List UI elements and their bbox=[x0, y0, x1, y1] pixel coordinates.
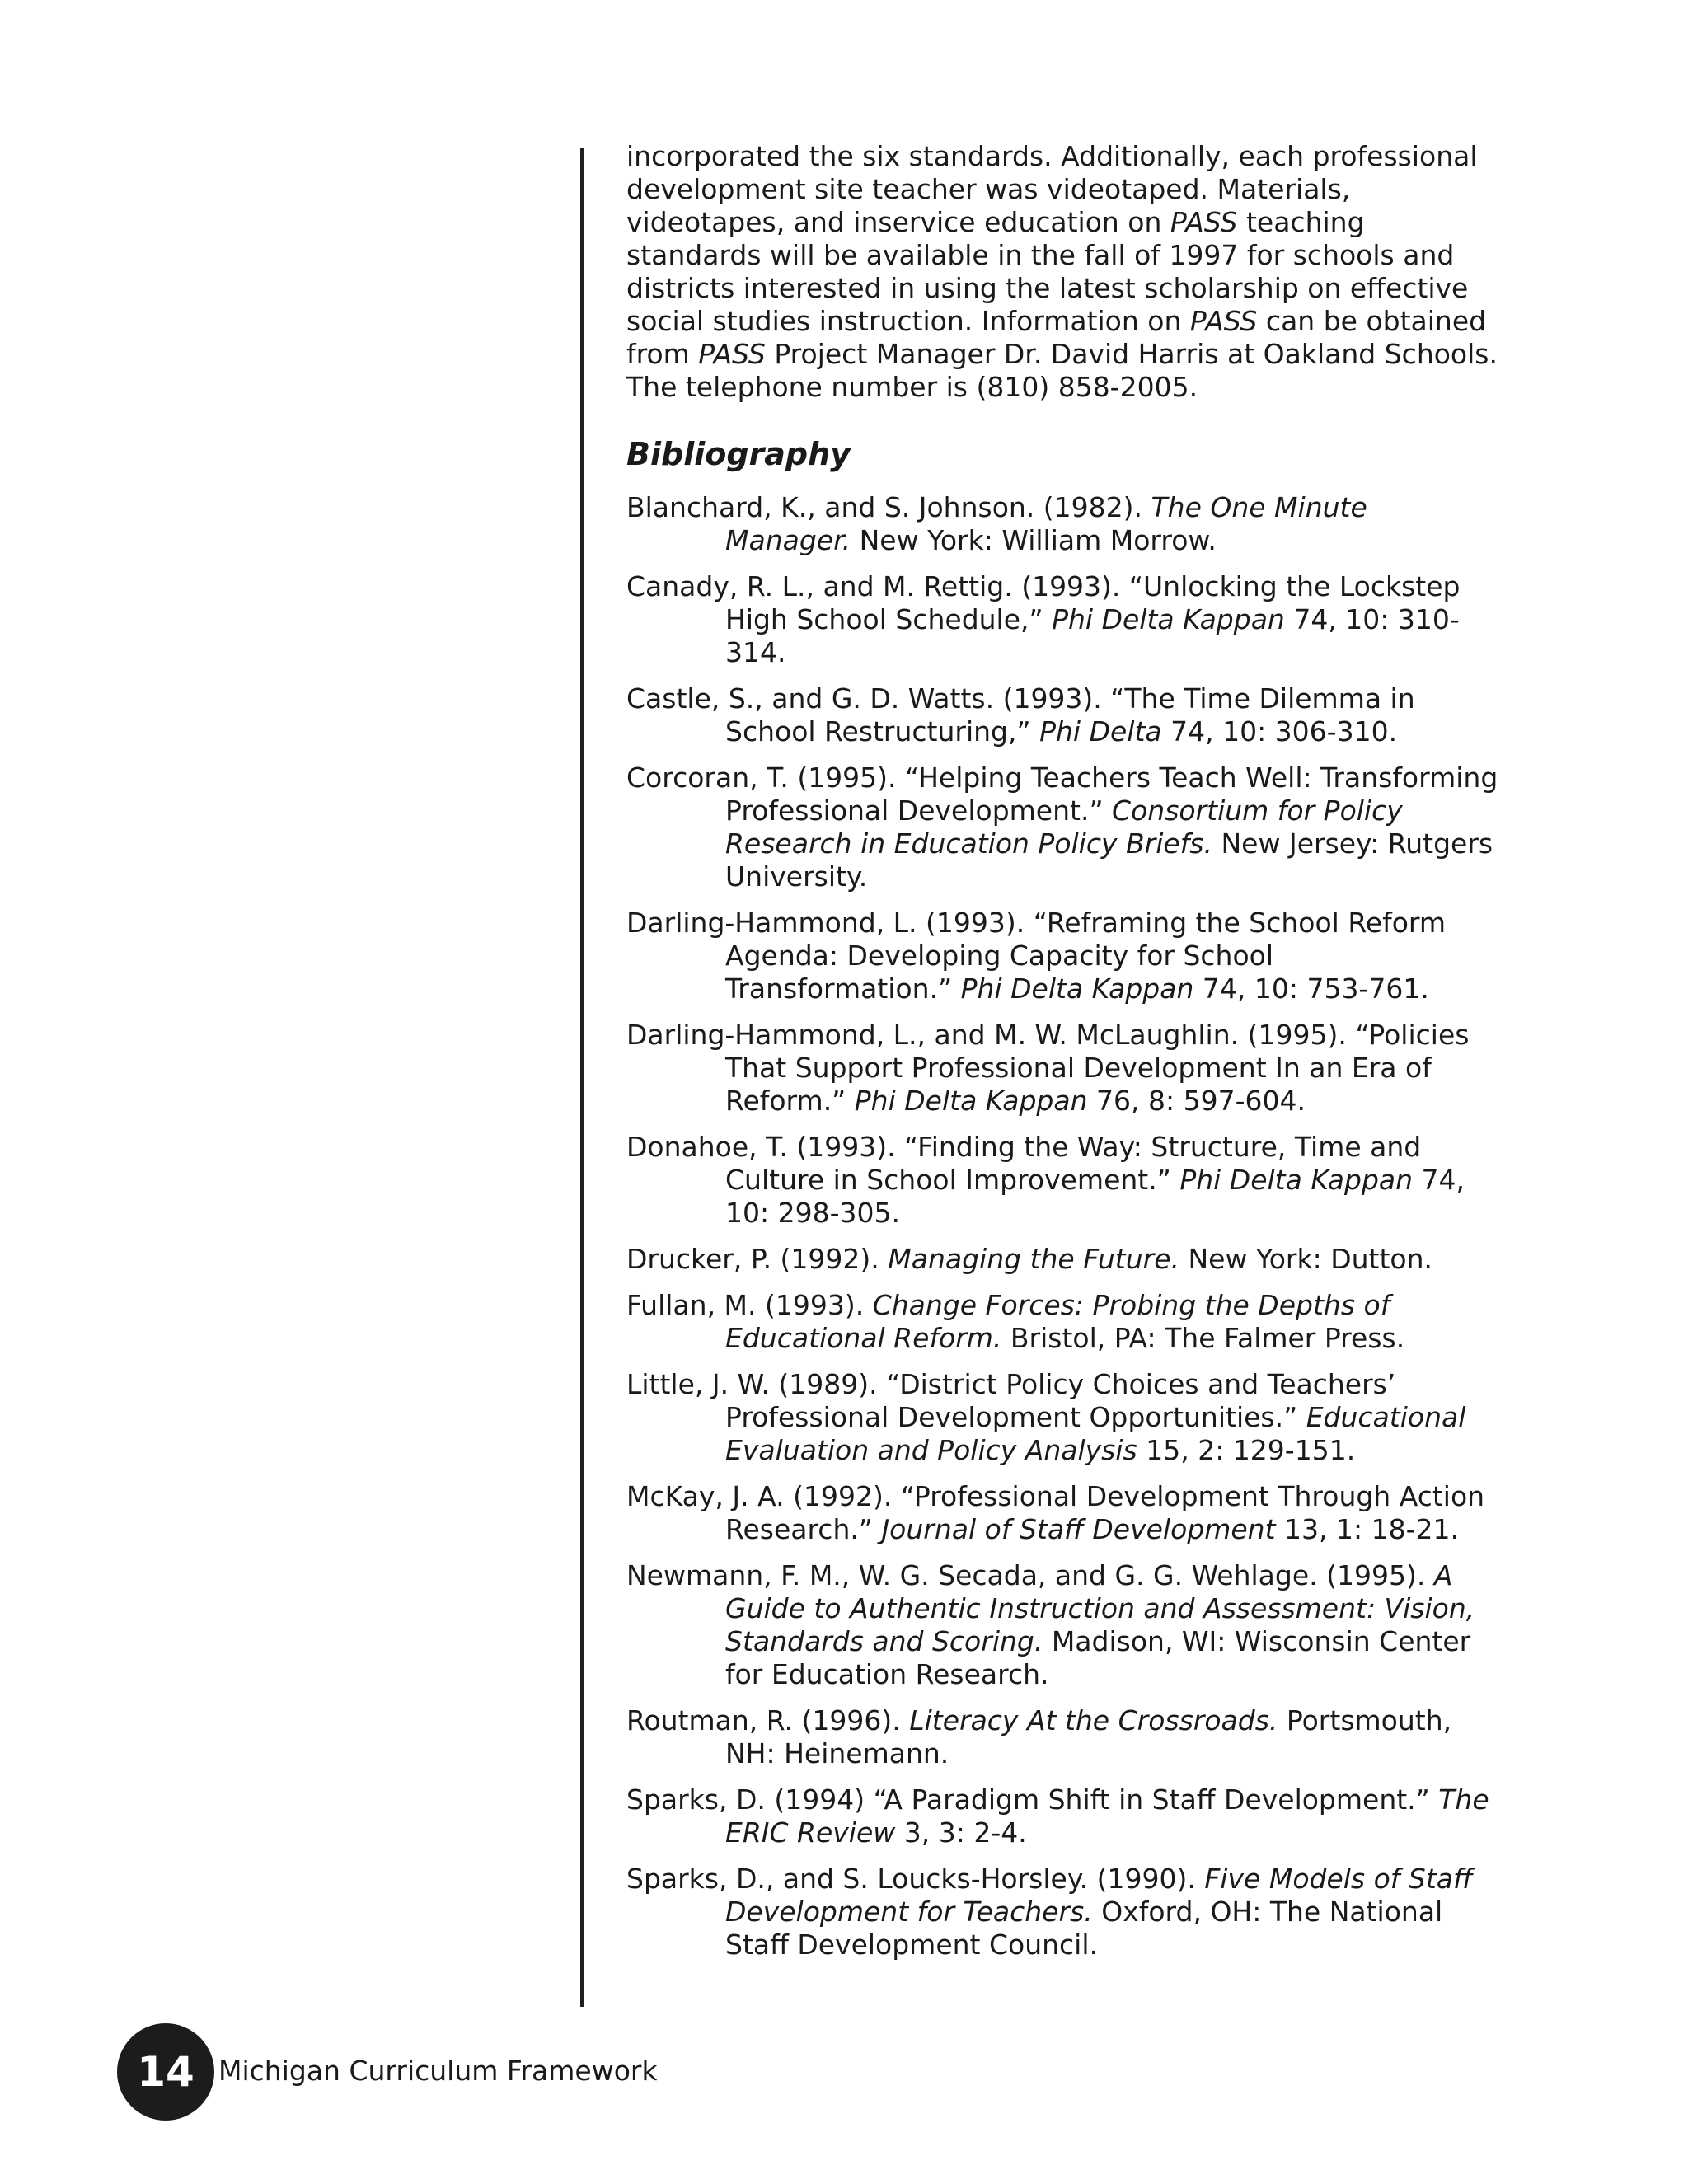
italic-text: Educational Evaluation and Policy Analysis bbox=[725, 1401, 1466, 1466]
text-run: McKay, J. A. (1992). “Professional Development Through Action Research.” bbox=[626, 1480, 1485, 1545]
text-run: teaching standards will be available in the fall of 1997 for schools and districts interested in using the latest scholarship on effective social studies instruction. Information on bbox=[626, 206, 1469, 337]
text-run: 74, 10: 753-761. bbox=[1193, 972, 1429, 1005]
bibliography-entry bbox=[626, 1019, 1500, 1118]
text-run: 3, 3: 2-4. bbox=[895, 1816, 1027, 1849]
section-heading: Bibliography bbox=[626, 436, 851, 472]
text-run: 13, 1: 18-21. bbox=[1275, 1513, 1459, 1545]
bibliography-entry bbox=[626, 1704, 1500, 1770]
bibliography-entry bbox=[626, 1783, 1500, 1849]
intro-paragraph bbox=[626, 140, 1500, 404]
bibliography-entry bbox=[626, 907, 1500, 1005]
italic-text: Change Forces: Probing the Depths of Educational Reform. bbox=[725, 1289, 1390, 1354]
text-run: New Jersey: Rutgers University. bbox=[725, 827, 1493, 893]
text-run: Sparks, D. (1994) “A Paradigm Shift in Staff Development.” bbox=[626, 1783, 1439, 1816]
bibliography-entry bbox=[626, 1559, 1500, 1691]
bibliography-entry bbox=[626, 1243, 1500, 1276]
italic-text: PASS bbox=[698, 338, 766, 370]
text-run: 74, 10: 298-305. bbox=[725, 1164, 1465, 1229]
bibliography-entry bbox=[626, 762, 1500, 893]
text-run: Little, J. W. (1989). “District Policy Choices and Teachers’ Professional Development Opportunities.” bbox=[626, 1368, 1396, 1433]
bibliography-entry bbox=[626, 1480, 1500, 1546]
italic-text: Literacy At the Crossroads. bbox=[909, 1704, 1278, 1736]
italic-text: Managing the Future. bbox=[888, 1243, 1179, 1275]
text-run: Bristol, PA: The Falmer Press. bbox=[1001, 1322, 1405, 1354]
vertical-rule bbox=[580, 148, 584, 2007]
text-run: Donahoe, T. (1993). “Finding the Way: Structure, Time and Culture in School Improvement.” bbox=[626, 1131, 1422, 1196]
bibliography-entry bbox=[626, 1289, 1500, 1355]
main-column bbox=[626, 140, 1500, 1975]
text-run: Darling-Hammond, L., and M. W. McLaughlin. (1995). “Policies That Support Professional Development In an Era of Reform.” bbox=[626, 1019, 1470, 1117]
text-run: Fullan, M. (1993). bbox=[626, 1289, 873, 1321]
page-footer bbox=[0, 2023, 1688, 2184]
bibliography-entry bbox=[626, 682, 1500, 748]
bibliography-entry bbox=[626, 570, 1500, 669]
text-run: Project Manager Dr. David Harris at Oakland Schools. The telephone number is (810) 858-2005. bbox=[626, 338, 1498, 403]
italic-text: A Guide to Authentic Instruction and Assessment: Vision, Standards and Scoring. bbox=[725, 1559, 1475, 1657]
italic-text: Phi Delta Kappan bbox=[854, 1085, 1088, 1117]
text-run: Drucker, P. (1992). bbox=[626, 1243, 889, 1275]
italic-text: Phi Delta bbox=[1039, 715, 1162, 748]
bibliography-list bbox=[626, 491, 1500, 1961]
text-run: Madison, WI: Wisconsin Center for Education Research. bbox=[725, 1625, 1471, 1690]
text-run: Castle, S., and G. D. Watts. (1993). “The Time Dilemma in School Restructuring,” bbox=[626, 682, 1415, 748]
bibliography-entry bbox=[626, 1131, 1500, 1230]
text-run: 74, 10: 306-310. bbox=[1161, 715, 1398, 748]
text-run: can be obtained from bbox=[626, 305, 1487, 370]
text-run: Corcoran, T. (1995). “Helping Teachers Teach Well: Transforming Professional Development.” bbox=[626, 762, 1498, 827]
italic-text: Consortium for Policy Research in Education Policy Briefs. bbox=[725, 794, 1403, 860]
text-run: Sparks, D., and S. Loucks-Horsley. (1990). bbox=[626, 1863, 1205, 1895]
text-run: Newmann, F. M., W. G. Secada, and G. G. Wehlage. (1995). bbox=[626, 1559, 1434, 1591]
italic-text: PASS bbox=[1170, 206, 1238, 238]
italic-text: Phi Delta Kappan bbox=[1052, 603, 1285, 635]
text-run: Canady, R. L., and M. Rettig. (1993). “Unlocking the Lockstep High School Schedule,” bbox=[626, 570, 1461, 635]
italic-text: Phi Delta Kappan bbox=[1179, 1164, 1414, 1196]
page-number-badge: 14 bbox=[117, 2023, 214, 2121]
text-run: New York: William Morrow. bbox=[851, 524, 1217, 556]
text-run: Portsmouth, NH: Heinemann. bbox=[725, 1704, 1452, 1769]
bibliography-entry bbox=[626, 1863, 1500, 1961]
italic-text: The ERIC Review bbox=[725, 1783, 1489, 1849]
italic-text: Journal of Staff Development bbox=[881, 1513, 1276, 1545]
text-run: Darling-Hammond, L. (1993). “Reframing the School Reform Agenda: Developing Capacity for School Transformation.” bbox=[626, 907, 1447, 1005]
italic-text: Phi Delta Kappan bbox=[960, 972, 1194, 1005]
text-run: incorporated the six standards. Additionally, each professional development site teacher was videotaped. Materials, videotapes, and inservice education on bbox=[626, 140, 1478, 238]
text-run: 15, 2: 129-151. bbox=[1137, 1434, 1356, 1466]
text-run: New York: Dutton. bbox=[1179, 1243, 1433, 1275]
text-run: 76, 8: 597-604. bbox=[1087, 1085, 1306, 1117]
text-run: 74, 10: 310-314. bbox=[725, 603, 1460, 668]
italic-text: PASS bbox=[1189, 305, 1258, 337]
text-run: Routman, R. (1996). bbox=[626, 1704, 910, 1736]
italic-text: Five Models of Staff Development for Teachers. bbox=[725, 1863, 1473, 1928]
text-run: Blanchard, K., and S. Johnson. (1982). bbox=[626, 491, 1151, 523]
text-run: Oxford, OH: The National Staff Development Council. bbox=[725, 1896, 1443, 1961]
bibliography-entry bbox=[626, 1368, 1500, 1467]
bibliography-entry bbox=[626, 491, 1500, 557]
running-title: Michigan Curriculum Framework bbox=[218, 2055, 658, 2087]
italic-text: The One Minute Manager. bbox=[725, 491, 1367, 556]
